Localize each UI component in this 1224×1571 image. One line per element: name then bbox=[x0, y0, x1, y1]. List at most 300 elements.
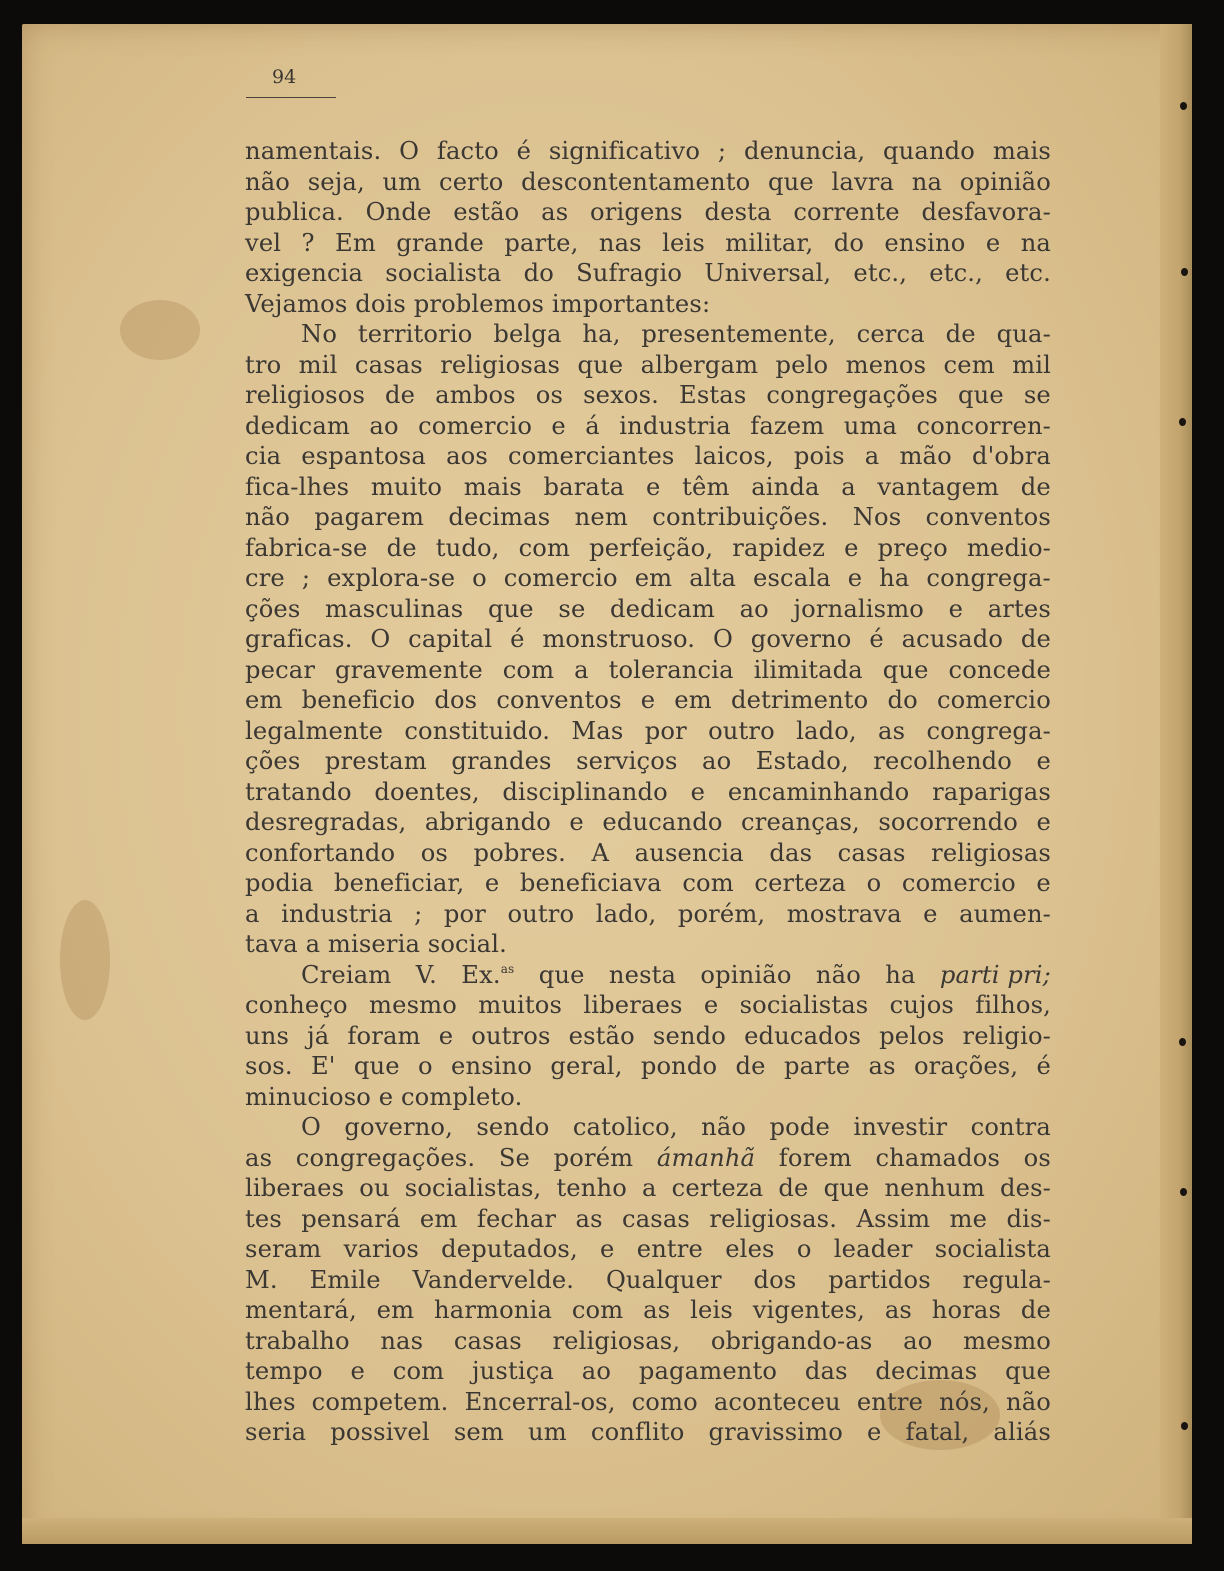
word: tes bbox=[245, 1204, 282, 1233]
word: tro bbox=[245, 350, 282, 379]
word: como bbox=[631, 1387, 698, 1416]
word: Vejamos bbox=[245, 289, 348, 318]
word: mais bbox=[992, 137, 1051, 165]
word: e bbox=[569, 808, 584, 836]
word: ambos bbox=[435, 381, 516, 409]
word: ao bbox=[702, 747, 732, 775]
word: No bbox=[301, 320, 338, 348]
word: me bbox=[949, 1204, 988, 1233]
word: Mas bbox=[571, 716, 624, 745]
word: mil bbox=[1012, 350, 1051, 379]
word: Ex.$^{as}$ bbox=[461, 960, 515, 989]
word: parte bbox=[783, 1052, 851, 1080]
word: lavra bbox=[831, 167, 895, 196]
word: cujos bbox=[889, 991, 954, 1019]
word: ao bbox=[903, 1326, 933, 1355]
word: parte, bbox=[504, 228, 579, 257]
word: nesta bbox=[608, 960, 677, 989]
word: muitos bbox=[478, 991, 563, 1019]
word: ao bbox=[581, 1357, 612, 1385]
word: nas bbox=[598, 228, 642, 257]
word: lado, bbox=[796, 716, 857, 745]
word: chamados bbox=[875, 1143, 1001, 1172]
word: explora-se bbox=[327, 564, 456, 592]
word: competem. bbox=[311, 1387, 449, 1416]
word: filhos, bbox=[975, 991, 1051, 1019]
word: e bbox=[690, 777, 706, 806]
word: certo bbox=[439, 167, 504, 196]
text-line bbox=[245, 1326, 1051, 1357]
word: O bbox=[301, 1113, 321, 1141]
text-line bbox=[245, 899, 1051, 930]
word: aumen- bbox=[959, 899, 1051, 928]
word: importantes: bbox=[551, 289, 711, 318]
word: beneficio bbox=[301, 686, 416, 714]
text-line bbox=[245, 472, 1051, 503]
word: creanças, bbox=[741, 808, 860, 836]
word: uns bbox=[245, 1021, 290, 1050]
word: leis bbox=[690, 1296, 733, 1324]
word: que bbox=[882, 655, 929, 684]
word: as bbox=[868, 1052, 896, 1080]
text-line bbox=[245, 350, 1051, 381]
word: grande bbox=[396, 228, 485, 257]
binding-hole-mark bbox=[1181, 1422, 1188, 1430]
word: serviços bbox=[576, 747, 678, 775]
word: que bbox=[958, 381, 1004, 409]
word: conventos bbox=[925, 503, 1051, 531]
word: ao bbox=[369, 411, 399, 440]
word: as bbox=[878, 716, 906, 745]
text-line bbox=[245, 258, 1051, 289]
word: congregações bbox=[766, 381, 938, 409]
word: porém bbox=[553, 1143, 634, 1172]
word: é bbox=[1036, 1052, 1051, 1080]
word: a bbox=[864, 442, 880, 470]
word: na bbox=[911, 167, 943, 196]
word: cia bbox=[245, 442, 282, 470]
word: orações, bbox=[913, 1052, 1019, 1080]
word: ; bbox=[301, 564, 311, 592]
word: concede bbox=[948, 655, 1051, 684]
word: laicos, bbox=[694, 442, 774, 470]
word: liberaes bbox=[583, 991, 683, 1019]
word: sem bbox=[453, 1418, 504, 1446]
word: eles bbox=[725, 1235, 775, 1263]
word: masculinas bbox=[325, 594, 464, 623]
word: belga bbox=[493, 320, 562, 348]
word: aliás bbox=[993, 1418, 1051, 1446]
word: doentes, bbox=[374, 777, 480, 806]
word: com bbox=[392, 1357, 445, 1385]
word: não bbox=[701, 1113, 747, 1141]
word: ensino bbox=[451, 1052, 533, 1080]
word: o bbox=[472, 564, 487, 592]
word: recolhendo bbox=[873, 747, 1013, 775]
word: governo, bbox=[344, 1113, 453, 1141]
paper-right-edge bbox=[1160, 24, 1192, 1544]
word: que bbox=[768, 167, 814, 196]
word: graficas. bbox=[245, 625, 353, 653]
word: publica. bbox=[245, 198, 344, 226]
paper-bottom-edge bbox=[22, 1518, 1192, 1544]
word: Estas bbox=[679, 381, 747, 409]
word: é bbox=[869, 625, 884, 653]
word: opinião bbox=[700, 960, 792, 989]
word: de bbox=[1020, 1296, 1051, 1324]
text-line bbox=[245, 685, 1051, 716]
word: rapidez bbox=[732, 533, 826, 562]
word: estão bbox=[568, 1021, 635, 1050]
word: artes bbox=[987, 594, 1051, 623]
word: Creiam bbox=[301, 960, 392, 989]
word: dis- bbox=[1006, 1204, 1051, 1233]
word: os bbox=[1023, 1143, 1051, 1172]
word: estão bbox=[453, 198, 520, 226]
word: partidos bbox=[828, 1265, 931, 1294]
word: liberaes bbox=[245, 1174, 345, 1202]
word: casas bbox=[354, 350, 423, 379]
word: mais bbox=[463, 472, 522, 501]
word: na bbox=[1020, 228, 1051, 257]
word: se bbox=[558, 594, 586, 623]
text-line bbox=[245, 533, 1051, 564]
word: das bbox=[804, 1357, 848, 1385]
word: a bbox=[245, 899, 260, 928]
word: e bbox=[985, 228, 1001, 257]
word: corrente bbox=[793, 198, 900, 226]
word: religiosas bbox=[931, 838, 1051, 867]
word: de bbox=[778, 1174, 809, 1202]
word: trabalho bbox=[245, 1326, 350, 1355]
text-line bbox=[245, 1295, 1051, 1326]
word: Emile bbox=[309, 1265, 381, 1294]
word: pecar bbox=[245, 655, 316, 684]
word: os bbox=[535, 381, 564, 409]
word: já bbox=[307, 1021, 330, 1050]
word: Vandervelde. bbox=[412, 1265, 575, 1294]
text-line bbox=[245, 197, 1051, 228]
word: grandes bbox=[451, 747, 552, 775]
word: ha bbox=[879, 564, 910, 592]
word: fechar bbox=[476, 1204, 557, 1233]
word: e bbox=[847, 564, 863, 592]
word: descontentamento bbox=[521, 167, 751, 196]
word: vantagem bbox=[877, 472, 1000, 501]
word: escala bbox=[753, 564, 831, 592]
word: sexos. bbox=[583, 381, 659, 409]
word: religiosas, bbox=[552, 1326, 681, 1355]
word: mil bbox=[298, 350, 338, 379]
text-line bbox=[245, 929, 1051, 960]
word: possivel bbox=[330, 1418, 430, 1446]
word: Estado, bbox=[755, 747, 849, 775]
word: V. bbox=[415, 960, 437, 989]
word: pode bbox=[769, 1113, 830, 1141]
word: as bbox=[575, 1204, 603, 1233]
word: casas bbox=[837, 838, 906, 867]
word: com bbox=[518, 533, 571, 562]
word: E' bbox=[310, 1052, 336, 1080]
word: a bbox=[642, 1174, 657, 1202]
word: mão bbox=[899, 442, 952, 470]
word: e bbox=[1036, 747, 1051, 775]
word: Encerral-os, bbox=[464, 1387, 616, 1416]
word: tempo bbox=[245, 1357, 323, 1385]
word: capital bbox=[408, 625, 493, 653]
word: exigencia bbox=[245, 259, 364, 287]
text-line bbox=[245, 380, 1051, 411]
word: que bbox=[1005, 1357, 1051, 1385]
word: a bbox=[841, 472, 856, 501]
word: religio- bbox=[962, 1021, 1051, 1050]
word: e bbox=[703, 991, 719, 1019]
word: contribuições. bbox=[652, 503, 829, 531]
word: ções bbox=[245, 747, 301, 775]
word: social. bbox=[427, 930, 507, 958]
word: fabrica-se bbox=[245, 533, 368, 562]
word: Assim bbox=[856, 1204, 931, 1233]
word: namentais. bbox=[245, 137, 382, 165]
word: e bbox=[844, 533, 859, 562]
word: o bbox=[866, 869, 882, 897]
body-text bbox=[245, 136, 1051, 1448]
word: as bbox=[245, 1143, 273, 1172]
word: concorren- bbox=[916, 411, 1051, 440]
word: dedicam bbox=[610, 594, 715, 623]
word: fica-lhes bbox=[245, 472, 350, 501]
word: e bbox=[867, 1418, 882, 1446]
text-line bbox=[245, 594, 1051, 625]
word: vel bbox=[245, 228, 282, 257]
word: disciplinando bbox=[502, 777, 668, 806]
word: aos bbox=[446, 442, 488, 470]
word: comercio bbox=[503, 564, 618, 592]
word: Se bbox=[498, 1143, 531, 1172]
word: mesmo bbox=[369, 991, 457, 1019]
word: alta bbox=[689, 564, 737, 592]
word: dos bbox=[753, 1265, 797, 1294]
word: O bbox=[370, 625, 391, 653]
word: ha, bbox=[582, 320, 621, 348]
word: problemos bbox=[413, 289, 545, 318]
word: ções bbox=[245, 594, 301, 623]
word: territorio bbox=[357, 320, 473, 348]
word: confortando bbox=[245, 838, 396, 867]
word: pagamento bbox=[638, 1357, 778, 1385]
word: não bbox=[1005, 1387, 1051, 1416]
word: religiosas bbox=[440, 350, 561, 379]
word: prestam bbox=[324, 747, 427, 775]
text-line bbox=[245, 1387, 1051, 1418]
word: investir bbox=[853, 1113, 948, 1141]
word: congrega- bbox=[926, 564, 1051, 592]
text-line bbox=[245, 777, 1051, 808]
word: pagarem bbox=[314, 503, 425, 531]
word: M. bbox=[245, 1265, 278, 1294]
word: ; bbox=[414, 899, 423, 928]
word: forem bbox=[778, 1143, 852, 1172]
word: raparigas bbox=[932, 777, 1051, 806]
word: cerca bbox=[856, 320, 925, 348]
word: medio- bbox=[966, 533, 1051, 562]
word: religiosos bbox=[245, 381, 366, 409]
word: Sufragio bbox=[576, 259, 683, 287]
word: não bbox=[245, 503, 291, 531]
word: justiça bbox=[472, 1357, 554, 1385]
word: a bbox=[305, 930, 321, 958]
word: cem bbox=[943, 350, 995, 379]
word: ensino bbox=[884, 228, 966, 257]
word: comercio bbox=[936, 686, 1051, 714]
word: barata bbox=[543, 472, 625, 501]
text-line bbox=[245, 1204, 1051, 1235]
word: nas bbox=[380, 1326, 424, 1355]
word: detrimento bbox=[730, 686, 869, 714]
word: significativo bbox=[548, 137, 701, 165]
word: legalmente bbox=[245, 716, 384, 745]
word: des- bbox=[999, 1174, 1051, 1202]
word: seria bbox=[245, 1418, 307, 1446]
word: por bbox=[644, 716, 687, 745]
word: beneficiava bbox=[519, 869, 662, 897]
text-line bbox=[245, 411, 1051, 442]
word: comerciantes bbox=[508, 442, 675, 470]
word: pobres. bbox=[473, 838, 567, 867]
word: ausencia bbox=[634, 838, 744, 867]
text-line bbox=[245, 289, 1051, 320]
word: e bbox=[1036, 808, 1051, 836]
word: entre bbox=[856, 1387, 924, 1416]
word: vigentes, bbox=[752, 1296, 865, 1324]
word: os bbox=[420, 838, 448, 867]
word: com bbox=[682, 869, 734, 897]
word: fazem bbox=[750, 411, 825, 440]
text-line bbox=[245, 1143, 1051, 1174]
word: ao bbox=[739, 594, 769, 623]
word: decimas bbox=[875, 1357, 978, 1385]
word: comercio bbox=[418, 411, 533, 440]
word: acusado bbox=[901, 625, 1004, 653]
word: militar, bbox=[725, 228, 814, 257]
text-line bbox=[245, 1021, 1051, 1052]
word: etc., bbox=[929, 259, 983, 287]
text-line bbox=[245, 319, 1051, 350]
word: albergam bbox=[640, 350, 759, 379]
word: as bbox=[884, 1296, 912, 1324]
word: facto bbox=[436, 137, 499, 165]
word: socialista bbox=[934, 1235, 1051, 1263]
text-line bbox=[245, 868, 1051, 899]
word: ? bbox=[301, 228, 315, 257]
page-number-rule bbox=[246, 97, 336, 98]
word: industria bbox=[281, 899, 393, 928]
word: não bbox=[245, 167, 291, 196]
word: dois bbox=[355, 289, 406, 318]
word: que bbox=[823, 1174, 870, 1202]
word: socialistas bbox=[739, 991, 869, 1019]
word: leis bbox=[662, 228, 705, 257]
text-line bbox=[245, 136, 1051, 167]
word: e bbox=[640, 686, 656, 714]
word: das bbox=[769, 838, 813, 867]
word: pelos bbox=[879, 1021, 945, 1050]
word: ou bbox=[359, 1174, 390, 1202]
word: certeza bbox=[671, 1174, 764, 1202]
word: minucioso bbox=[245, 1082, 371, 1111]
word: socorrendo bbox=[878, 808, 1019, 836]
word: etc., bbox=[853, 259, 908, 287]
word: e bbox=[551, 411, 566, 440]
word: preço bbox=[877, 533, 948, 562]
word: harmonia bbox=[434, 1296, 553, 1324]
word: do bbox=[887, 686, 918, 714]
word: geral, bbox=[550, 1052, 623, 1080]
text-line bbox=[245, 1112, 1051, 1143]
word: e bbox=[484, 869, 500, 897]
word: constituido. bbox=[404, 716, 551, 745]
word: tenho bbox=[556, 1174, 627, 1202]
word: deputados, bbox=[441, 1235, 578, 1263]
word: parti pri; bbox=[939, 960, 1051, 989]
word: etc. bbox=[1005, 259, 1051, 287]
word: O bbox=[399, 137, 420, 165]
word: que bbox=[487, 594, 534, 623]
text-line bbox=[245, 1051, 1051, 1082]
word: Nos bbox=[852, 503, 902, 531]
binding-hole-mark bbox=[1181, 268, 1188, 276]
word: denuncia, bbox=[743, 137, 866, 165]
word: tratando bbox=[245, 777, 352, 806]
word: de bbox=[945, 320, 976, 348]
word: um bbox=[382, 167, 422, 196]
word: varios bbox=[343, 1235, 419, 1263]
word: e bbox=[350, 1357, 365, 1385]
word: obrigando-as bbox=[710, 1326, 873, 1355]
word: foram bbox=[347, 1021, 421, 1050]
word: têm bbox=[682, 472, 730, 501]
word: tava bbox=[245, 930, 298, 958]
word: outro bbox=[708, 716, 775, 745]
word: de bbox=[386, 533, 417, 562]
word: industria bbox=[619, 411, 731, 440]
word: aconteceu bbox=[713, 1387, 841, 1416]
word: certeza bbox=[754, 869, 847, 897]
word: seja, bbox=[307, 167, 365, 196]
text-line bbox=[245, 838, 1051, 869]
word: o bbox=[418, 1052, 433, 1080]
word: casas bbox=[622, 1204, 690, 1233]
word: ámanhã bbox=[656, 1143, 756, 1172]
word: é bbox=[516, 137, 532, 165]
word: O bbox=[712, 625, 733, 653]
word: catolico, bbox=[572, 1113, 678, 1141]
text-line bbox=[245, 1356, 1051, 1387]
word: jornalismo bbox=[793, 594, 925, 623]
word: sendo bbox=[652, 1021, 726, 1050]
word: d'obra bbox=[971, 442, 1051, 470]
text-line bbox=[245, 502, 1051, 533]
text-line bbox=[245, 1417, 1051, 1448]
word: monstruoso. bbox=[542, 625, 696, 653]
word: outros bbox=[471, 1021, 551, 1050]
word: decimas bbox=[448, 503, 551, 531]
word: conventos bbox=[496, 686, 622, 714]
word: nem bbox=[574, 503, 628, 531]
text-line bbox=[245, 228, 1051, 259]
word: completo. bbox=[400, 1082, 523, 1111]
word: e bbox=[378, 1082, 394, 1111]
